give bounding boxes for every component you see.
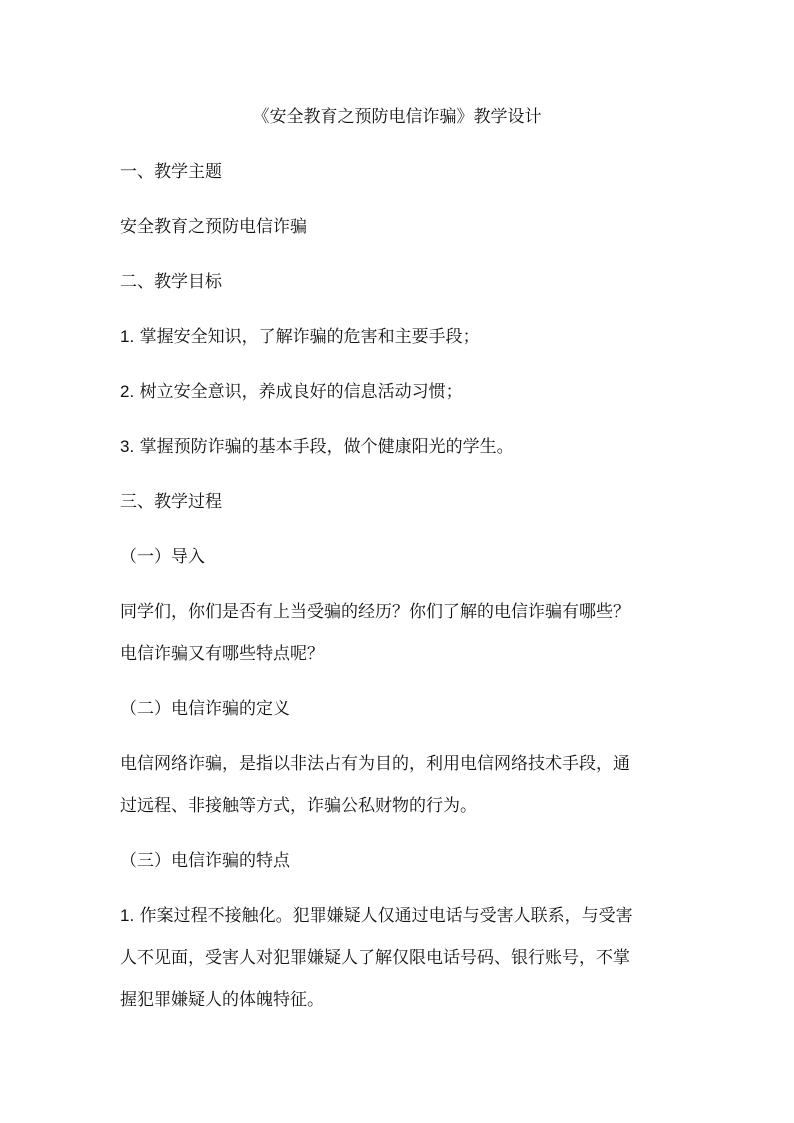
subsection-heading-intro: （一）导入 (120, 547, 205, 567)
section-heading-goals: 二、教学目标 (120, 272, 222, 292)
definition-body-line-2: 过远程、非接触等方式，诈骗公私财物的行为。 (120, 796, 477, 816)
features-body-line-2: 人不见面，受害人对犯罪嫌疑人了解仅限电话号码、银行账号，不掌 (120, 948, 630, 968)
goal-item-3 (120, 436, 514, 458)
goal-item-text: 树立安全意识，养成良好的信息活动习惯； (134, 382, 463, 402)
subsection-heading-features: （三）电信诈骗的特点 (120, 851, 290, 871)
goal-item-number: 3. (120, 437, 135, 456)
feature-item-text: 作案过程不接触化。犯罪嫌疑人仅通过电话与受害人联系，与受害 (134, 906, 633, 926)
goal-item-text: 掌握安全知识，了解诈骗的危害和主要手段； (134, 327, 480, 347)
intro-body-line-1: 同学们，你们是否有上当受骗的经历？你们了解的电信诈骗有哪些？ (120, 602, 630, 622)
document-title: 《安全教育之预防电信诈骗》教学设计 (252, 107, 542, 127)
goal-item-2 (120, 381, 463, 403)
goal-item-1 (120, 326, 480, 348)
section-heading-process: 三、教学过程 (120, 492, 222, 512)
definition-body-line-1: 电信网络诈骗，是指以非法占有为目的，利用电信网络技术手段，通 (120, 754, 630, 774)
section-body-topic: 安全教育之预防电信诈骗 (120, 217, 307, 237)
goal-item-number: 2. (120, 382, 135, 401)
feature-item-number: 1. (120, 906, 135, 925)
intro-body-line-2: 电信诈骗又有哪些特点呢？ (120, 644, 324, 664)
subsection-heading-definition: （二）电信诈骗的定义 (120, 699, 290, 719)
goal-item-number: 1. (120, 327, 135, 346)
goal-item-text: 掌握预防诈骗的基本手段，做个健康阳光的学生。 (134, 437, 514, 457)
section-heading-topic: 一、教学主题 (120, 162, 222, 182)
features-body-line-3: 握犯罪嫌疑人的体魄特征。 (120, 990, 324, 1010)
features-body-line-1 (120, 905, 633, 927)
